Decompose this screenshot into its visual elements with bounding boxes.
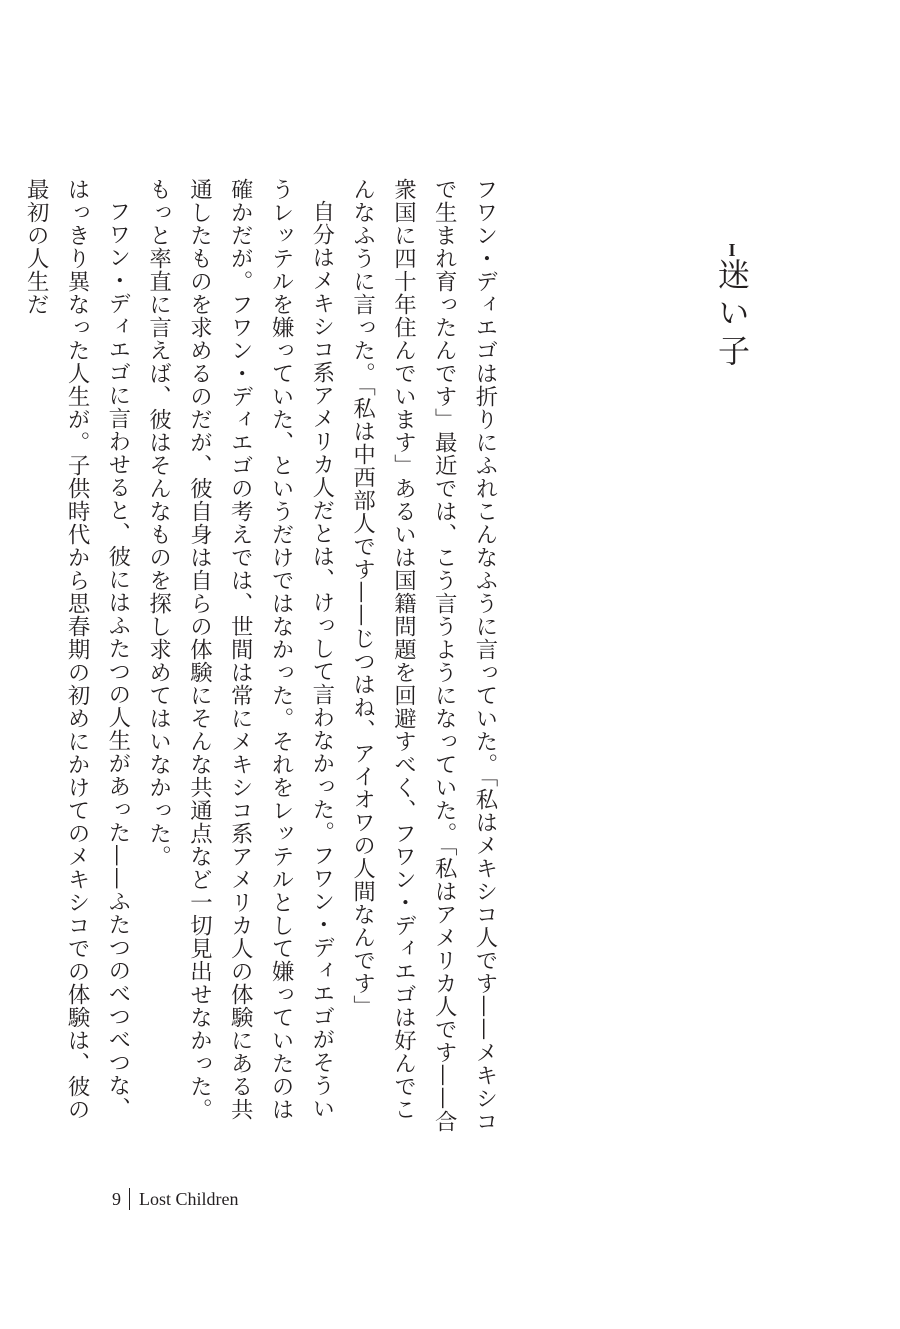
paragraph: フワン・ディエゴは折りにふれこんなふうに言っていた。「私はメキシコ人です——メキシコで生まれ育ったんです」最近では、こう言うようになっていた。「私はアメリカ人です——合衆国に四十年住んでいます」あるいは国籍問題を回避すべく、フワン・ディエゴは好んでこんなふうに言った。「私は中西部人です——じつはね、アイオワの人間なんです」	[349, 178, 498, 1133]
chapter-number: I	[728, 240, 736, 260]
paragraph: フワン・ディエゴに言わせると、彼にはふたつの人生があった——ふたつのべつべつな、はっきり異なった人生が。子供時代から思春期の初めにかけてのメキシコでの体験は、彼の最初の人生だ	[23, 178, 131, 1121]
footer-divider	[129, 1188, 130, 1210]
chapter-title: 迷い子	[713, 258, 751, 372]
page-footer	[112, 1188, 239, 1210]
page-number: 9	[112, 1188, 121, 1209]
running-title: Lost Children	[139, 1188, 239, 1209]
body-text	[15, 178, 505, 1138]
paragraph: 自分はメキシコ系アメリカ人だとは、けっして言わなかった。フワン・ディエゴがそういうレッテルを嫌っていた、というだけではなかった。それをレッテルとして嫌っていたのは確かだが。フワン・ディエゴの考えでは、世間は常にメキシコ系アメリカ人の体験にある共通したものを求めるのだが、彼自身は自らの体験にそんな共通点など一切見出せなかった。もっと率直に言えば、彼はそんなものを探し求めてはいなかった。	[145, 178, 335, 1121]
